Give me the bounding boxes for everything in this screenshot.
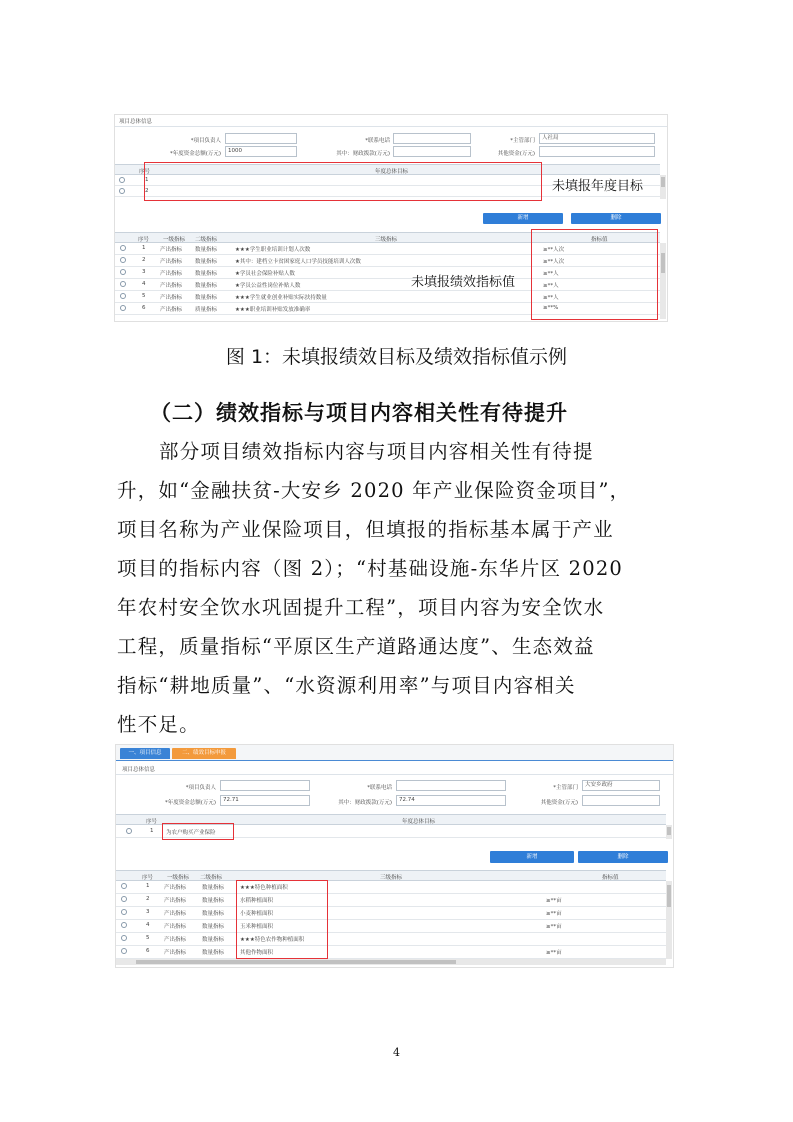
table-cell: 水稻种植面积 bbox=[240, 898, 274, 904]
table-cell: 质量指标 bbox=[195, 307, 218, 313]
paragraph-line: 升，如“金融扶贫-大安乡 2020 年产业保险资金项目”， bbox=[117, 479, 631, 502]
table-cell: ★★★学生职业培训计划人次数 bbox=[235, 247, 311, 253]
radio-button[interactable] bbox=[120, 281, 126, 287]
table-cell: 产出指标 bbox=[160, 295, 183, 301]
fig1-fiscal-input[interactable] bbox=[393, 146, 471, 157]
paragraph-line: 指标“耕地质量”、“水资源利用率”与项目内容相关 bbox=[117, 674, 576, 697]
fig2-goal-scrollbar[interactable] bbox=[666, 825, 672, 839]
tab-project-info[interactable]: 一、项目信息 bbox=[120, 748, 170, 759]
fig1-goal-col-no: 序号 bbox=[139, 169, 151, 175]
fig1-section-title: 项目总体信息 bbox=[119, 119, 153, 125]
table-cell: 产出指标 bbox=[164, 885, 187, 891]
radio-button[interactable] bbox=[121, 948, 127, 954]
table-cell: ≥**人次 bbox=[543, 247, 565, 253]
table-cell: ≥**人次 bbox=[543, 259, 565, 265]
table-cell: ≥**% bbox=[543, 305, 559, 311]
table-cell: 数量指标 bbox=[195, 283, 218, 289]
table-cell: 2 bbox=[142, 257, 146, 263]
table-cell: ★其中：建档立卡贫困家庭人口学员技能培训人次数 bbox=[235, 259, 361, 265]
table-cell: ★学员社会保险补贴人数 bbox=[235, 271, 295, 277]
table-cell: 6 bbox=[142, 305, 146, 311]
fig1-annot-goal: 未填报年度目标 bbox=[552, 179, 644, 194]
fig1-funds-input[interactable]: 1000 bbox=[225, 146, 297, 157]
fig2-leader-input[interactable] bbox=[220, 780, 310, 791]
fig2-funds-input[interactable]: 72.71 bbox=[220, 795, 310, 806]
table-cell: ★★★职业培训补贴发放准确率 bbox=[235, 307, 311, 313]
fig1-dept-input[interactable]: 人社局 bbox=[539, 133, 655, 144]
table-cell: 4 bbox=[142, 281, 146, 287]
radio-button[interactable] bbox=[120, 293, 126, 299]
table-cell: 数量指标 bbox=[202, 924, 225, 930]
radio-button[interactable] bbox=[120, 305, 126, 311]
table-cell: ★★★特色种植面积 bbox=[240, 885, 288, 891]
tab-performance-goal[interactable]: 二、绩效目标申报 bbox=[172, 748, 236, 759]
figure1-screenshot bbox=[114, 114, 668, 322]
fig2-horizontal-scrollbar[interactable] bbox=[116, 959, 666, 965]
radio-button[interactable] bbox=[120, 245, 126, 251]
paragraph-line: 项目的指标内容（图 2）；“村基础设施-东华片区 2020 bbox=[117, 557, 624, 580]
table-cell: 小麦种植面积 bbox=[240, 911, 274, 917]
table-row[interactable] bbox=[116, 946, 666, 959]
table-row[interactable] bbox=[116, 920, 666, 933]
radio-button[interactable] bbox=[120, 269, 126, 275]
table-row[interactable] bbox=[116, 907, 666, 920]
paragraph-line: 年农村安全饮水巩固提升工程”，项目内容为安全饮水 bbox=[117, 596, 605, 619]
fig1-leader-input[interactable] bbox=[225, 133, 297, 144]
fig1-phone-input[interactable] bbox=[393, 133, 471, 144]
table-cell: 数量指标 bbox=[202, 937, 225, 943]
radio-button[interactable] bbox=[126, 828, 132, 834]
fig1-goal-highlight bbox=[144, 162, 542, 201]
fig2-dept-input[interactable]: 大安乡政府 bbox=[582, 780, 660, 791]
table-cell: ★学员公益性岗位补贴人数 bbox=[235, 283, 301, 289]
table-cell: 2 bbox=[146, 896, 150, 902]
fig2-indicator-scrollbar[interactable] bbox=[666, 881, 672, 959]
caption-1: 图 1：未填报绩效目标及绩效指标值示例 bbox=[225, 346, 568, 368]
table-cell: 产出指标 bbox=[164, 911, 187, 917]
table-cell: 产出指标 bbox=[164, 924, 187, 930]
fig1-fiscal-label: 其中：财政拨款(万元) bbox=[336, 151, 390, 157]
table-cell: 玉米种植面积 bbox=[240, 924, 274, 930]
table-cell: ≥**人 bbox=[543, 295, 559, 301]
fig2-delete-button[interactable]: 删除 bbox=[578, 851, 668, 863]
table-row[interactable] bbox=[116, 894, 666, 907]
fig1-delete-button[interactable]: 删除 bbox=[571, 213, 661, 224]
table-cell: 4 bbox=[146, 922, 150, 928]
fig2-leader-label: *项目负责人 bbox=[185, 785, 216, 791]
fig1-annot-indicator: 未填报绩效指标值 bbox=[411, 275, 516, 290]
table-cell: 数量指标 bbox=[202, 911, 225, 917]
table-cell: 数量指标 bbox=[195, 259, 218, 265]
table-cell: ≥**亩 bbox=[546, 950, 562, 956]
table-cell: 其他作物面积 bbox=[240, 950, 274, 956]
radio-button[interactable] bbox=[121, 935, 127, 941]
fig1-funds-label: *年度资金总额(万元) bbox=[169, 151, 221, 157]
fig1-other-input[interactable] bbox=[539, 146, 655, 157]
table-cell: 产出指标 bbox=[160, 259, 183, 265]
page-number: 4 bbox=[393, 1046, 400, 1059]
fig2-section-title: 项目总体信息 bbox=[122, 767, 156, 773]
fig1-indicator-header: 序号 一级指标 二级指标 三级指标 指标值 bbox=[115, 232, 660, 243]
table-cell: 5 bbox=[142, 293, 146, 299]
table-cell: 6 bbox=[146, 948, 150, 954]
table-cell: 1 bbox=[146, 883, 150, 889]
fig1-dept-label: *主管部门 bbox=[510, 138, 535, 144]
table-cell: ≥**亩 bbox=[546, 924, 562, 930]
radio-button[interactable] bbox=[120, 257, 126, 263]
fig2-dept-label: *主管部门 bbox=[553, 785, 578, 791]
table-cell: 数量指标 bbox=[202, 885, 225, 891]
fig2-goal-row[interactable]: 1 为农户购买产业保险 bbox=[116, 825, 666, 838]
table-cell: 产出指标 bbox=[160, 247, 183, 253]
table-cell: 数量指标 bbox=[195, 295, 218, 301]
fig2-phone-input[interactable] bbox=[396, 780, 506, 791]
table-cell: ≥**亩 bbox=[546, 911, 562, 917]
fig2-indicator-highlight bbox=[236, 880, 328, 959]
table-cell: 产出指标 bbox=[160, 283, 183, 289]
fig2-funds-label: *年度资金总额(万元) bbox=[164, 800, 216, 806]
table-cell: 5 bbox=[146, 935, 150, 941]
table-cell: 产出指标 bbox=[160, 307, 183, 313]
table-cell: ≥**人 bbox=[543, 283, 559, 289]
table-cell: 数量指标 bbox=[202, 898, 225, 904]
paragraph-line: 工程，质量指标“平原区生产道路通达度”、生态效益 bbox=[117, 635, 595, 658]
table-cell: ≥**人 bbox=[543, 271, 559, 277]
table-cell: 产出指标 bbox=[164, 950, 187, 956]
fig2-other-input[interactable] bbox=[582, 795, 660, 806]
fig1-indicator-scrollbar[interactable] bbox=[660, 243, 666, 319]
table-cell: 数量指标 bbox=[195, 271, 218, 277]
table-cell: ★★★学生就业创业补贴实际扶持数量 bbox=[235, 295, 327, 301]
fig2-goal-highlight bbox=[162, 823, 234, 840]
fig1-goal-row[interactable]: 1 bbox=[115, 175, 660, 186]
radio-button[interactable] bbox=[119, 188, 125, 194]
fig1-goal-scrollbar[interactable] bbox=[660, 175, 666, 199]
table-cell: ≥**亩 bbox=[546, 898, 562, 904]
fig2-indicator-header: 序号 一级指标 二级指标 三级指标 指标值 bbox=[116, 870, 666, 881]
table-cell: 产出指标 bbox=[164, 898, 187, 904]
table-cell: 数量指标 bbox=[195, 247, 218, 253]
fig2-add-button[interactable]: 新增 bbox=[490, 851, 574, 863]
paragraph-line: 项目名称为产业保险项目，但填报的指标基本属于产业 bbox=[117, 518, 614, 541]
paragraph-line: 部分项目绩效指标内容与项目内容相关性有待提 bbox=[159, 440, 594, 463]
table-row[interactable] bbox=[116, 933, 666, 946]
paragraph-line: 性不足。 bbox=[117, 713, 200, 736]
radio-button[interactable] bbox=[121, 883, 127, 889]
fig2-fiscal-input[interactable]: 72.74 bbox=[396, 795, 506, 806]
fig1-leader-label: *项目负责人 bbox=[190, 138, 221, 144]
radio-button[interactable] bbox=[119, 177, 125, 183]
table-cell: 1 bbox=[142, 245, 146, 251]
table-cell: 产出指标 bbox=[160, 271, 183, 277]
fig1-goal-col-goal: 年度总体目标 bbox=[375, 169, 409, 175]
table-cell: 产出指标 bbox=[164, 937, 187, 943]
fig1-phone-label: *联系电话 bbox=[365, 138, 390, 144]
figure2-screenshot bbox=[115, 744, 674, 968]
table-cell: 3 bbox=[142, 269, 146, 275]
fig1-other-label: 其他资金(万元) bbox=[497, 151, 535, 157]
table-cell: ★★★特色农作物种植面积 bbox=[240, 937, 305, 943]
radio-button[interactable] bbox=[121, 896, 127, 902]
fig2-fiscal-label: 其中：财政拨款(万元) bbox=[338, 800, 392, 806]
fig1-goal-row[interactable]: 2 bbox=[115, 186, 660, 197]
radio-button[interactable] bbox=[121, 909, 127, 915]
fig2-goal-header: 序号 年度总体目标 bbox=[116, 814, 666, 825]
fig1-indicator-highlight bbox=[531, 229, 658, 320]
fig2-other-label: 其他资金(万元) bbox=[540, 800, 578, 806]
table-row[interactable] bbox=[116, 881, 666, 894]
section-heading: （二）绩效指标与项目内容相关性有待提升 bbox=[150, 400, 568, 425]
table-cell: 数量指标 bbox=[202, 950, 225, 956]
table-cell: 3 bbox=[146, 909, 150, 915]
radio-button[interactable] bbox=[121, 922, 127, 928]
fig1-add-button[interactable]: 新增 bbox=[483, 213, 563, 224]
fig2-phone-label: *联系电话 bbox=[367, 785, 392, 791]
